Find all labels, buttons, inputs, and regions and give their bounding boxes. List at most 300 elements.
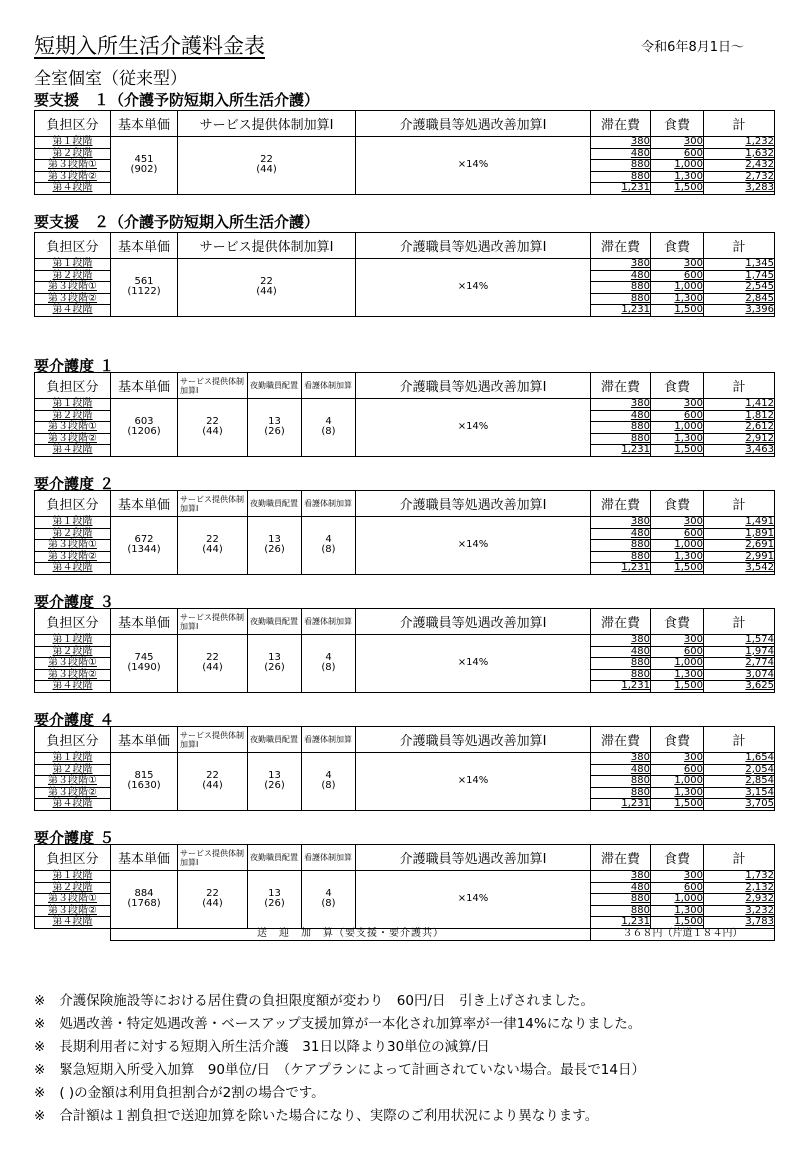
total-value: 3,705 <box>704 799 775 811</box>
total-value: 3,542 <box>704 563 775 575</box>
header-total: 計 <box>704 373 775 399</box>
stay-fee-value: 480 <box>591 410 651 422</box>
section-title: 要介護度 ２ <box>34 475 115 493</box>
care-improvement-rate: ×14% <box>356 259 591 317</box>
header-care-improvement: 介護職員等処遇改善加算Ⅰ <box>356 727 591 753</box>
header-food-fee: 食費 <box>651 609 704 635</box>
stay-fee-value: 480 <box>591 764 651 776</box>
header-care-improvement: 介護職員等処遇改善加算Ⅰ <box>356 491 591 517</box>
header-total: 計 <box>704 609 775 635</box>
burden-level: 第４段階 <box>35 183 111 195</box>
section-title: 要介護度 ３ <box>34 593 115 611</box>
header-care-improvement: 介護職員等処遇改善加算Ⅰ <box>356 845 591 871</box>
header-food-fee: 食費 <box>651 727 704 753</box>
table-row <box>35 871 775 883</box>
rate-table <box>34 232 775 317</box>
stay-fee-value: 1,231 <box>591 445 651 457</box>
total-value: 1,812 <box>704 410 775 422</box>
service-value: 22 <box>260 275 273 287</box>
total-value: 2,932 <box>704 894 775 906</box>
section-title: 要介護度 １ <box>34 357 115 375</box>
note-text: 緊急短期入所受入加算 90単位/日 （ケアプランによって計画されていない場合。最長で14日） <box>59 1062 645 1078</box>
room-type-heading: 全室個室（従来型） <box>34 69 187 89</box>
food-fee-value: 600 <box>651 646 704 658</box>
header-burden: 負担区分 <box>35 609 111 635</box>
header-base-unit: 基本単価 <box>111 727 178 753</box>
header-care-improvement: 介護職員等処遇改善加算Ⅰ <box>356 233 591 259</box>
stay-fee-value: 880 <box>591 894 651 906</box>
nursing-2wari: (8) <box>321 898 336 910</box>
header-food-fee: 食費 <box>651 373 704 399</box>
header-service-system: サービス提供体制加算Ⅰ <box>178 111 356 137</box>
care-improvement-rate: ×14% <box>356 753 591 811</box>
stay-fee-value: 380 <box>591 871 651 883</box>
food-fee-value: 1,000 <box>651 160 704 172</box>
nursing-2wari: (8) <box>321 426 336 438</box>
header-service-system: サービス提供体制加算Ⅰ <box>178 233 356 259</box>
effective-date: 令和6年8月1日～ <box>641 40 744 55</box>
burden-level: 第３段階② <box>35 433 111 445</box>
food-fee-value: 600 <box>651 270 704 282</box>
stay-fee-value: 1,231 <box>591 799 651 811</box>
header-base-unit: 基本単価 <box>111 609 178 635</box>
header-stay-fee: 滞在費 <box>591 845 651 871</box>
total-value: 2,732 <box>704 171 775 183</box>
total-value: 1,745 <box>704 270 775 282</box>
total-value: 2,845 <box>704 293 775 305</box>
food-fee-value: 1,000 <box>651 658 704 670</box>
night-staff-2wari: (26) <box>264 426 285 438</box>
header-care-improvement: 介護職員等処遇改善加算Ⅰ <box>356 609 591 635</box>
burden-level: 第２段階 <box>35 148 111 160</box>
base-unit-2wari: (902) <box>130 164 158 176</box>
burden-level: 第２段階 <box>35 882 111 894</box>
food-fee-value: 300 <box>651 517 704 529</box>
header-night-staff: 夜勤職員配置 <box>248 845 302 871</box>
rate-table <box>34 490 775 575</box>
total-value: 1,574 <box>704 635 775 647</box>
burden-level: 第３段階① <box>35 894 111 906</box>
total-value: 2,912 <box>704 433 775 445</box>
stay-fee-value: 480 <box>591 270 651 282</box>
stay-fee-value: 880 <box>591 540 651 552</box>
page-title: 短期入所生活介護料金表 <box>34 34 265 58</box>
header-service-system: サービス提供体制加算Ⅰ <box>178 491 248 517</box>
nursing-cell <box>302 635 356 693</box>
table-row <box>35 259 775 271</box>
service-value: 22 <box>206 415 219 427</box>
total-value: 1,345 <box>704 259 775 271</box>
nursing-cell <box>302 871 356 929</box>
nursing-2wari: (8) <box>321 544 336 556</box>
base-unit-value: 815 <box>134 769 154 781</box>
total-value: 3,232 <box>704 905 775 917</box>
burden-level: 第３段階② <box>35 787 111 799</box>
header-stay-fee: 滞在費 <box>591 233 651 259</box>
table-row <box>35 137 775 149</box>
note-item <box>34 1013 794 1036</box>
burden-level: 第４段階 <box>35 799 111 811</box>
header-stay-fee: 滞在費 <box>591 111 651 137</box>
stay-fee-value: 480 <box>591 148 651 160</box>
burden-level: 第４段階 <box>35 445 111 457</box>
base-unit-value: 603 <box>134 415 154 427</box>
base-unit-value: 672 <box>134 533 154 545</box>
burden-level: 第３段階① <box>35 776 111 788</box>
header-stay-fee: 滞在費 <box>591 727 651 753</box>
food-fee-value: 1,500 <box>651 183 704 195</box>
table-row <box>35 517 775 529</box>
stay-fee-value: 1,231 <box>591 917 651 929</box>
service-2wari: (44) <box>256 164 277 176</box>
total-value: 2,612 <box>704 422 775 434</box>
note-text: ( )の金額は利用負担割合が2割の場合です。 <box>59 1085 325 1101</box>
burden-level: 第２段階 <box>35 410 111 422</box>
total-value: 3,783 <box>704 917 775 929</box>
food-fee-value: 1,000 <box>651 776 704 788</box>
service-2wari: (44) <box>202 662 223 674</box>
burden-level: 第２段階 <box>35 270 111 282</box>
service-value: 22 <box>206 769 219 781</box>
base-unit-cell <box>111 517 178 575</box>
table-row <box>35 753 775 765</box>
note-item <box>34 1059 794 1082</box>
burden-level: 第４段階 <box>35 305 111 317</box>
burden-level: 第１段階 <box>35 753 111 765</box>
header-total: 計 <box>704 727 775 753</box>
night-staff-value: 13 <box>268 415 281 427</box>
header-service-system: サービス提供体制加算Ⅰ <box>178 609 248 635</box>
header-care-improvement: 介護職員等処遇改善加算Ⅰ <box>356 111 591 137</box>
night-staff-cell <box>248 753 302 811</box>
service-2wari: (44) <box>202 544 223 556</box>
total-value: 3,625 <box>704 681 775 693</box>
food-fee-value: 300 <box>651 635 704 647</box>
food-fee-value: 300 <box>651 399 704 411</box>
header-nursing-system: 看護体制加算 <box>302 845 356 871</box>
base-unit-cell <box>111 871 178 929</box>
stay-fee-value: 880 <box>591 787 651 799</box>
night-staff-value: 13 <box>268 769 281 781</box>
nursing-cell <box>302 399 356 457</box>
transport-addition-label: 送 迎 加 算（要支援・要介護共） <box>111 928 591 940</box>
burden-level: 第１段階 <box>35 137 111 149</box>
header-total: 計 <box>704 111 775 137</box>
service-value: 22 <box>260 153 273 165</box>
note-mark: ※ <box>34 1062 46 1078</box>
food-fee-value: 1,000 <box>651 422 704 434</box>
service-cell <box>178 399 248 457</box>
burden-level: 第２段階 <box>35 764 111 776</box>
service-cell <box>178 259 356 317</box>
header-total: 計 <box>704 845 775 871</box>
stay-fee-value: 480 <box>591 882 651 894</box>
total-value: 1,974 <box>704 646 775 658</box>
night-staff-2wari: (26) <box>264 662 285 674</box>
burden-level: 第３段階② <box>35 171 111 183</box>
stay-fee-value: 1,231 <box>591 183 651 195</box>
burden-level: 第３段階① <box>35 422 111 434</box>
total-value: 3,154 <box>704 787 775 799</box>
stay-fee-value: 880 <box>591 282 651 294</box>
stay-fee-value: 880 <box>591 551 651 563</box>
burden-level: 第３段階① <box>35 658 111 670</box>
stay-fee-value: 1,231 <box>591 563 651 575</box>
base-unit-value: 884 <box>134 887 154 899</box>
header-burden: 負担区分 <box>35 727 111 753</box>
burden-level: 第２段階 <box>35 646 111 658</box>
stay-fee-value: 1,231 <box>591 305 651 317</box>
table-row <box>35 635 775 647</box>
base-unit-2wari: (1490) <box>127 662 161 674</box>
burden-level: 第３段階② <box>35 293 111 305</box>
food-fee-value: 1,500 <box>651 917 704 929</box>
stay-fee-value: 380 <box>591 635 651 647</box>
total-value: 3,074 <box>704 669 775 681</box>
stay-fee-value: 880 <box>591 433 651 445</box>
note-text: 処遇改善・特定処遇改善・ベースアップ支援加算が一本化され加算率が一律14%になりました。 <box>59 1016 642 1032</box>
total-value: 1,654 <box>704 753 775 765</box>
night-staff-value: 13 <box>268 887 281 899</box>
food-fee-value: 1,500 <box>651 305 704 317</box>
stay-fee-value: 880 <box>591 905 651 917</box>
burden-level: 第１段階 <box>35 399 111 411</box>
burden-level: 第３段階② <box>35 551 111 563</box>
header-burden: 負担区分 <box>35 845 111 871</box>
note-item <box>34 1036 794 1059</box>
food-fee-value: 1,300 <box>651 669 704 681</box>
service-cell <box>178 753 248 811</box>
total-value: 2,854 <box>704 776 775 788</box>
header-night-staff: 夜勤職員配置 <box>248 373 302 399</box>
header-stay-fee: 滞在費 <box>591 491 651 517</box>
food-fee-value: 1,300 <box>651 171 704 183</box>
food-fee-value: 1,000 <box>651 540 704 552</box>
header-service-system: サービス提供体制加算Ⅰ <box>178 845 248 871</box>
food-fee-value: 1,300 <box>651 905 704 917</box>
burden-level: 第３段階① <box>35 282 111 294</box>
total-value: 1,491 <box>704 517 775 529</box>
rate-table <box>34 844 775 941</box>
rate-table <box>34 110 775 195</box>
section-title: 要介護度 ５ <box>34 829 115 847</box>
stay-fee-value: 380 <box>591 399 651 411</box>
total-value: 2,545 <box>704 282 775 294</box>
total-value: 1,632 <box>704 148 775 160</box>
night-staff-cell <box>248 871 302 929</box>
stay-fee-value: 480 <box>591 528 651 540</box>
section-title: 要支援 ２（介護予防短期入所生活介護） <box>34 213 320 231</box>
care-improvement-rate: ×14% <box>356 871 591 929</box>
stay-fee-value: 480 <box>591 646 651 658</box>
header-burden: 負担区分 <box>35 491 111 517</box>
night-staff-cell <box>248 517 302 575</box>
food-fee-value: 1,300 <box>651 551 704 563</box>
care-improvement-rate: ×14% <box>356 635 591 693</box>
burden-level: 第４段階 <box>35 681 111 693</box>
food-fee-value: 600 <box>651 148 704 160</box>
total-value: 1,732 <box>704 871 775 883</box>
food-fee-value: 300 <box>651 137 704 149</box>
header-burden: 負担区分 <box>35 373 111 399</box>
food-fee-value: 1,500 <box>651 681 704 693</box>
nursing-cell <box>302 753 356 811</box>
stay-fee-value: 880 <box>591 776 651 788</box>
nursing-2wari: (8) <box>321 662 336 674</box>
stay-fee-value: 880 <box>591 422 651 434</box>
note-text: 長期利用者に対する短期入所生活介護 31日以降より30単位の減算/日 <box>59 1039 490 1055</box>
stay-fee-value: 380 <box>591 517 651 529</box>
base-unit-2wari: (1630) <box>127 780 161 792</box>
stay-fee-value: 880 <box>591 171 651 183</box>
header-total: 計 <box>704 491 775 517</box>
header-burden: 負担区分 <box>35 111 111 137</box>
base-unit-2wari: (1122) <box>127 286 161 298</box>
note-mark: ※ <box>34 1108 46 1124</box>
service-value: 22 <box>206 651 219 663</box>
night-staff-2wari: (26) <box>264 544 285 556</box>
total-value: 3,463 <box>704 445 775 457</box>
night-staff-value: 13 <box>268 651 281 663</box>
service-value: 22 <box>206 887 219 899</box>
service-cell <box>178 517 248 575</box>
food-fee-value: 300 <box>651 753 704 765</box>
base-unit-value: 451 <box>134 153 154 165</box>
blank-cell <box>35 928 111 940</box>
total-value: 1,891 <box>704 528 775 540</box>
burden-level: 第３段階② <box>35 905 111 917</box>
transport-addition-value: ３６８円（片道１８４円） <box>591 928 775 940</box>
note-item <box>34 1105 794 1128</box>
notes-list <box>34 990 794 1128</box>
food-fee-value: 300 <box>651 871 704 883</box>
header-stay-fee: 滞在費 <box>591 609 651 635</box>
food-fee-value: 1,500 <box>651 563 704 575</box>
food-fee-value: 600 <box>651 764 704 776</box>
food-fee-value: 600 <box>651 528 704 540</box>
service-2wari: (44) <box>202 898 223 910</box>
section-title: 要介護度 ４ <box>34 711 115 729</box>
header-food-fee: 食費 <box>651 491 704 517</box>
burden-level: 第３段階② <box>35 669 111 681</box>
header-total: 計 <box>704 233 775 259</box>
food-fee-value: 1,300 <box>651 787 704 799</box>
header-service-system: サービス提供体制加算Ⅰ <box>178 727 248 753</box>
stay-fee-value: 880 <box>591 293 651 305</box>
food-fee-value: 1,500 <box>651 799 704 811</box>
total-value: 2,132 <box>704 882 775 894</box>
base-unit-cell <box>111 399 178 457</box>
nursing-value: 4 <box>325 769 332 781</box>
nursing-value: 4 <box>325 651 332 663</box>
service-2wari: (44) <box>202 426 223 438</box>
burden-level: 第３段階① <box>35 160 111 172</box>
header-burden: 負担区分 <box>35 233 111 259</box>
header-nursing-system: 看護体制加算 <box>302 373 356 399</box>
header-food-fee: 食費 <box>651 845 704 871</box>
base-unit-value: 745 <box>134 651 154 663</box>
header-base-unit: 基本単価 <box>111 233 178 259</box>
base-unit-2wari: (1344) <box>127 544 161 556</box>
food-fee-value: 600 <box>651 410 704 422</box>
base-unit-cell <box>111 753 178 811</box>
night-staff-cell <box>248 399 302 457</box>
header-base-unit: 基本単価 <box>111 491 178 517</box>
burden-level: 第１段階 <box>35 871 111 883</box>
stay-fee-value: 880 <box>591 160 651 172</box>
header-night-staff: 夜勤職員配置 <box>248 609 302 635</box>
rate-table <box>34 372 775 457</box>
nursing-value: 4 <box>325 887 332 899</box>
note-text: 合計額は１割負担で送迎加算を除いた場合になり、実際のご利用状況により異なります。 <box>59 1108 599 1124</box>
night-staff-2wari: (26) <box>264 780 285 792</box>
header-night-staff: 夜勤職員配置 <box>248 491 302 517</box>
care-improvement-rate: ×14% <box>356 399 591 457</box>
header-night-staff: 夜勤職員配置 <box>248 727 302 753</box>
nursing-value: 4 <box>325 533 332 545</box>
food-fee-value: 1,000 <box>651 894 704 906</box>
burden-level: 第４段階 <box>35 917 111 929</box>
burden-level: 第１段階 <box>35 259 111 271</box>
total-value: 2,774 <box>704 658 775 670</box>
header-service-system: サービス提供体制加算Ⅰ <box>178 373 248 399</box>
night-staff-cell <box>248 635 302 693</box>
food-fee-value: 300 <box>651 259 704 271</box>
food-fee-value: 1,000 <box>651 282 704 294</box>
header-base-unit: 基本単価 <box>111 373 178 399</box>
nursing-value: 4 <box>325 415 332 427</box>
base-unit-cell <box>111 137 178 195</box>
nursing-cell <box>302 517 356 575</box>
note-text: 介護保険施設等における居住費の負担限度額が変わり 60円/日 引き上げされました。 <box>59 993 595 1009</box>
burden-level: 第２段階 <box>35 528 111 540</box>
note-mark: ※ <box>34 1085 46 1101</box>
base-unit-2wari: (1768) <box>127 898 161 910</box>
total-value: 2,991 <box>704 551 775 563</box>
header-nursing-system: 看護体制加算 <box>302 727 356 753</box>
header-stay-fee: 滞在費 <box>591 373 651 399</box>
table-row <box>35 399 775 411</box>
stay-fee-value: 380 <box>591 753 651 765</box>
total-value: 2,691 <box>704 540 775 552</box>
service-value: 22 <box>206 533 219 545</box>
header-base-unit: 基本単価 <box>111 845 178 871</box>
total-value: 1,412 <box>704 399 775 411</box>
food-fee-value: 1,500 <box>651 445 704 457</box>
note-mark: ※ <box>34 993 46 1009</box>
base-unit-value: 561 <box>134 275 154 287</box>
stay-fee-value: 880 <box>591 658 651 670</box>
burden-level: 第１段階 <box>35 635 111 647</box>
rate-table <box>34 608 775 693</box>
total-value: 3,396 <box>704 305 775 317</box>
header-care-improvement: 介護職員等処遇改善加算Ⅰ <box>356 373 591 399</box>
header-food-fee: 食費 <box>651 111 704 137</box>
care-improvement-rate: ×14% <box>356 517 591 575</box>
service-2wari: (44) <box>202 780 223 792</box>
total-value: 2,432 <box>704 160 775 172</box>
night-staff-2wari: (26) <box>264 898 285 910</box>
stay-fee-value: 380 <box>591 137 651 149</box>
base-unit-cell <box>111 259 178 317</box>
stay-fee-value: 380 <box>591 259 651 271</box>
total-value: 3,283 <box>704 183 775 195</box>
total-value: 1,232 <box>704 137 775 149</box>
base-unit-2wari: (1206) <box>127 426 161 438</box>
header-base-unit: 基本単価 <box>111 111 178 137</box>
note-item <box>34 990 794 1013</box>
care-improvement-rate: ×14% <box>356 137 591 195</box>
